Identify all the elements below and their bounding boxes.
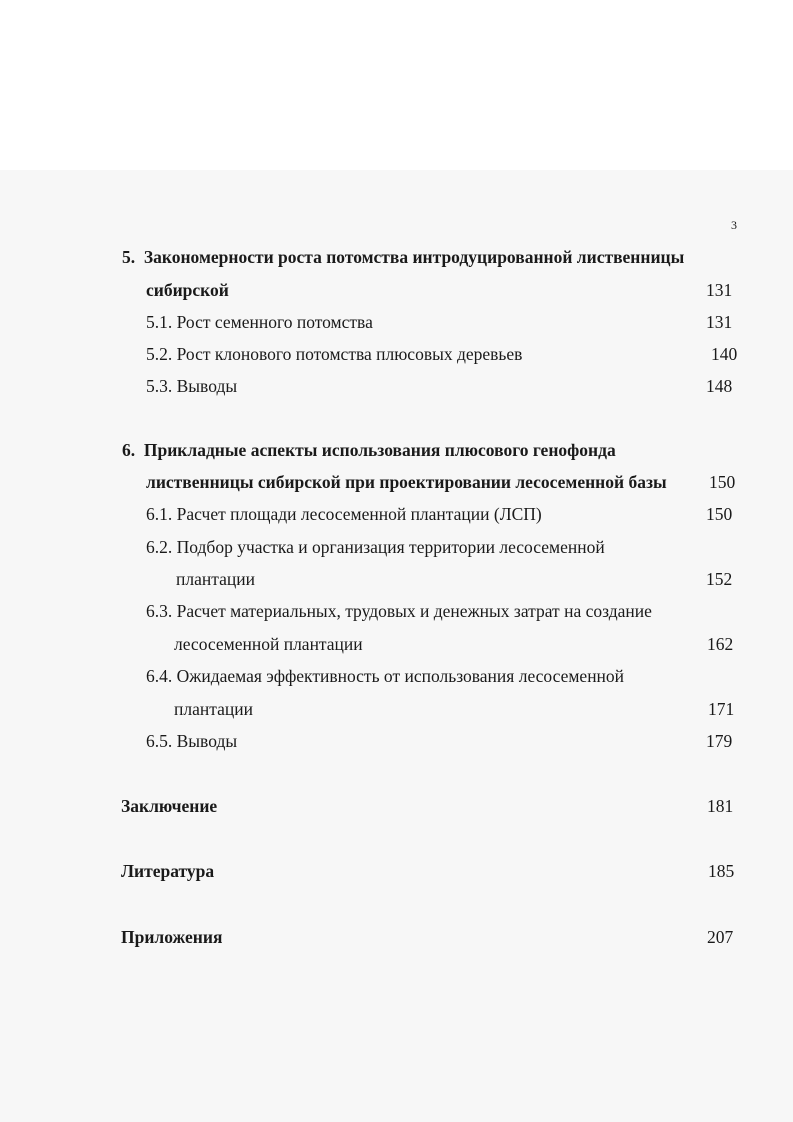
literature-page: 185 [708,861,735,881]
section-5-2: 5.2. Рост клонового потомства плюсовых деревьев [146,344,523,364]
section-6-3-page: 162 [707,634,734,654]
section-6-4-page: 171 [708,699,735,719]
section-6-3: 6.3. Расчет материальных, трудовых и денежных затрат на создание [146,601,652,621]
section-5-2-page: 140 [711,344,738,364]
section-6-5: 6.5. Выводы [146,731,238,751]
literature-label: Литература [121,861,215,881]
section-6-4: 6.4. Ожидаемая эффективность от использования лесосеменной [146,666,625,686]
chapter-6-title-line1 [122,438,616,462]
section-5-1-page: 131 [706,312,733,332]
section-6-1: 6.1. Расчет площади лесосеменной плантации (ЛСП) [146,504,542,524]
section-5-3: 5.3. Выводы [146,376,238,396]
appendices-page: 207 [707,927,734,947]
chapter-6-title: Прикладные аспекты использования плюсового генофонда [143,440,616,460]
chapter-5-number: 5. [122,247,136,267]
section-6-2-cont: плантации [176,569,255,589]
chapter-5-title: Закономерности роста потомства интродуцированной лиственницы [143,247,685,267]
section-6-5-page: 179 [706,731,733,751]
chapter-6-number: 6. [122,440,136,460]
scan-background [0,170,793,1122]
chapter-6-page: 150 [709,472,736,492]
chapter-6-title-line2: лиственницы сибирской при проектировании лесосеменной базы [146,472,667,492]
chapter-5-title-line1 [122,245,684,269]
conclusion-label: Заключение [121,796,218,816]
section-6-4-cont: плантации [174,699,253,719]
section-6-2: 6.2. Подбор участка и организация территории лесосеменной [146,537,605,557]
section-6-3-cont: лесосеменной плантации [174,634,363,654]
section-6-1-page: 150 [706,504,733,524]
appendices-label: Приложения [121,927,223,947]
section-6-2-page: 152 [706,569,733,589]
conclusion-page: 181 [707,796,734,816]
chapter-5-title-line2: сибирской [146,280,229,300]
chapter-5-page: 131 [706,280,733,300]
page-number: 3 [731,218,737,232]
section-5-3-page: 148 [706,376,733,396]
section-5-1: 5.1. Рост семенного потомства [146,312,373,332]
